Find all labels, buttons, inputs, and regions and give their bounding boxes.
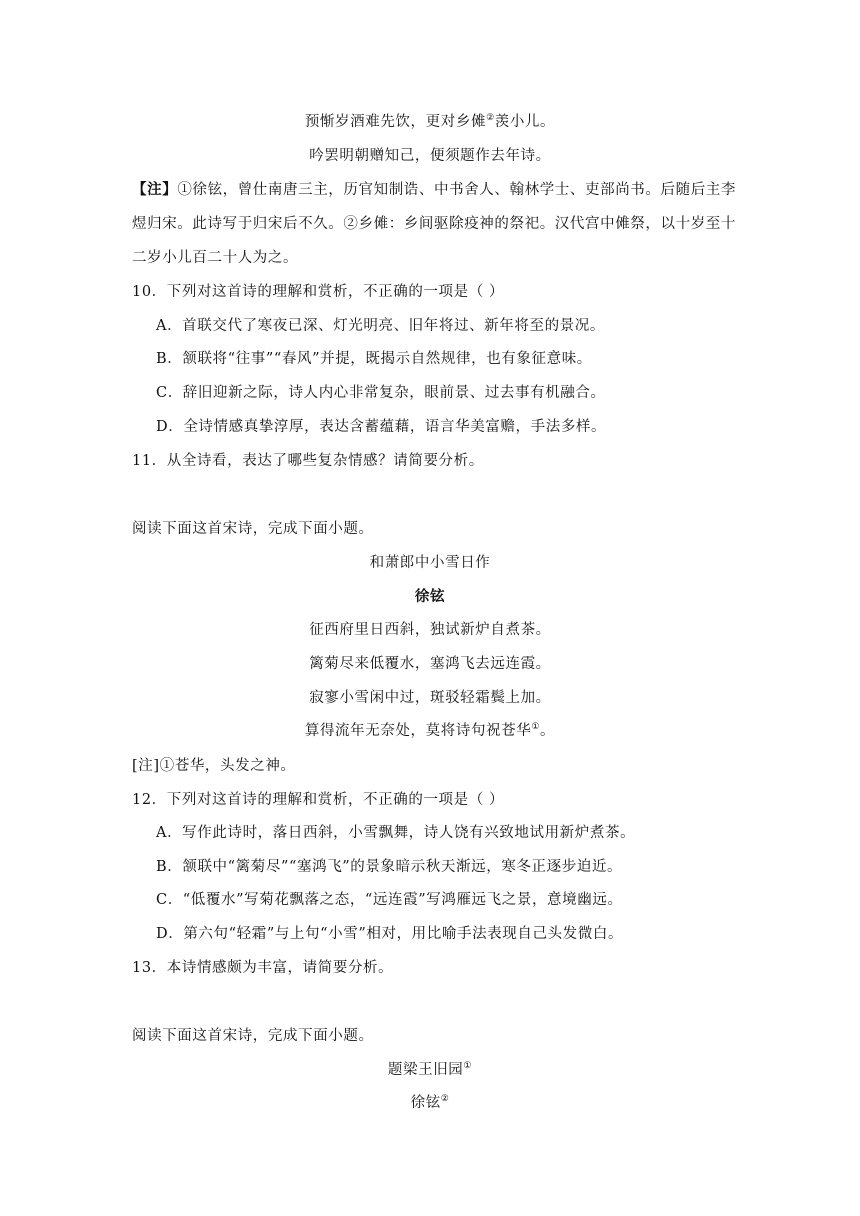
q12-option-d: D．第六句“轻霜”与上句“小雪”相对，用比喻手法表现自己头发微白。 (156, 926, 624, 942)
q10-option-c: C．辞旧迎新之际，诗人内心非常复杂，眼前景、过去事有机融合。 (156, 385, 606, 401)
q10-option-d: D．全诗情感真挚淳厚，表达含蓄蕴藉，语言华美富赡，手法多样。 (156, 419, 607, 435)
note1-line2: 煜归宋。此诗写于归宋后不久。②乡傩：乡间驱除疫神的祭祀。汉代宫中傩祭，以十岁至十 (132, 216, 736, 232)
q12-option-a: A．写作此诗时，落日西斜，小雪飘舞，诗人饶有兴致地试用新炉煮茶。 (156, 825, 636, 841)
footnote-marker: ① (463, 1061, 473, 1072)
section3-author (0, 1093, 860, 1113)
author-text: 徐铉 (410, 1095, 441, 1111)
note-bracket: 【注】 (132, 181, 178, 198)
poem-text: 。 (540, 723, 556, 739)
poem1-line6: 吟罢明朝赠知己，便须题作去年诗。 (309, 148, 551, 164)
section2-line2: 篱菊尽来低覆水，塞鸿飞去远连霞。 (309, 656, 551, 672)
q10-option-b: B．颔联将“往事”“春风”并提，既揭示自然规律，也有象征意味。 (156, 351, 592, 367)
q12-option-b: B．颔联中“篱菊尽”“塞鸿飞”的景象暗示秋天渐远，寒冬正逐步迫近。 (156, 859, 623, 875)
q11-stem: 11．从全诗看，表达了哪些复杂情感？请简要分析。 (132, 453, 484, 469)
poem-title-text: 题梁王旧园 (387, 1062, 464, 1078)
footnote-marker: ① (531, 722, 541, 733)
poem-text: 预惭岁酒难先饮，更对乡傩 (304, 114, 487, 130)
poem-text: 算得流年无奈处，莫将诗句祝苍华 (304, 723, 532, 739)
note1-line3: 二岁小儿百二十人为之。 (132, 250, 299, 266)
section2-intro: 阅读下面这首宋诗，完成下面小题。 (132, 521, 374, 537)
footnote-marker: ② (440, 1094, 450, 1105)
q10-option-a: A．首联交代了寒夜已深、灯光明亮、旧年将过、新年将至的景况。 (156, 318, 605, 334)
section2-line1: 征西府里日西斜，独试新炉自煮茶。 (309, 622, 551, 638)
section2-line3: 寂寥小雪闲中过，斑驳轻霜鬓上加。 (309, 690, 551, 706)
poem-text: 羡小儿。 (494, 114, 556, 130)
note1-line1 (132, 180, 752, 200)
section2-author: 徐铉 (414, 588, 446, 605)
q12-option-c: C．“低覆水”写菊花飘落之态，“远连霞”写鸿雁远飞之景，意境幽远。 (156, 892, 623, 908)
poem1-line5 (0, 112, 860, 132)
footnote-marker: ② (486, 113, 495, 124)
note-text: ①徐铉，曾仕南唐三主，历官知制诰、中书舍人、翰林学士、吏部尚书。后随后主李 (177, 182, 737, 198)
section2-note: [注]①苍华，头发之神。 (132, 758, 296, 774)
section3-intro: 阅读下面这首宋诗，完成下面小题。 (132, 1028, 374, 1044)
section2-line4 (0, 721, 860, 741)
q10-stem: 10．下列对这首诗的理解和赏析，不正确的一项是（ ） (132, 284, 505, 300)
q12-stem: 12．下列对这首诗的理解和赏析，不正确的一项是（ ） (132, 792, 505, 808)
section3-title (0, 1060, 860, 1080)
q13-stem: 13．本诗情感颇为丰富，请简要分析。 (132, 960, 394, 976)
section2-title: 和萧郎中小雪日作 (369, 555, 491, 571)
